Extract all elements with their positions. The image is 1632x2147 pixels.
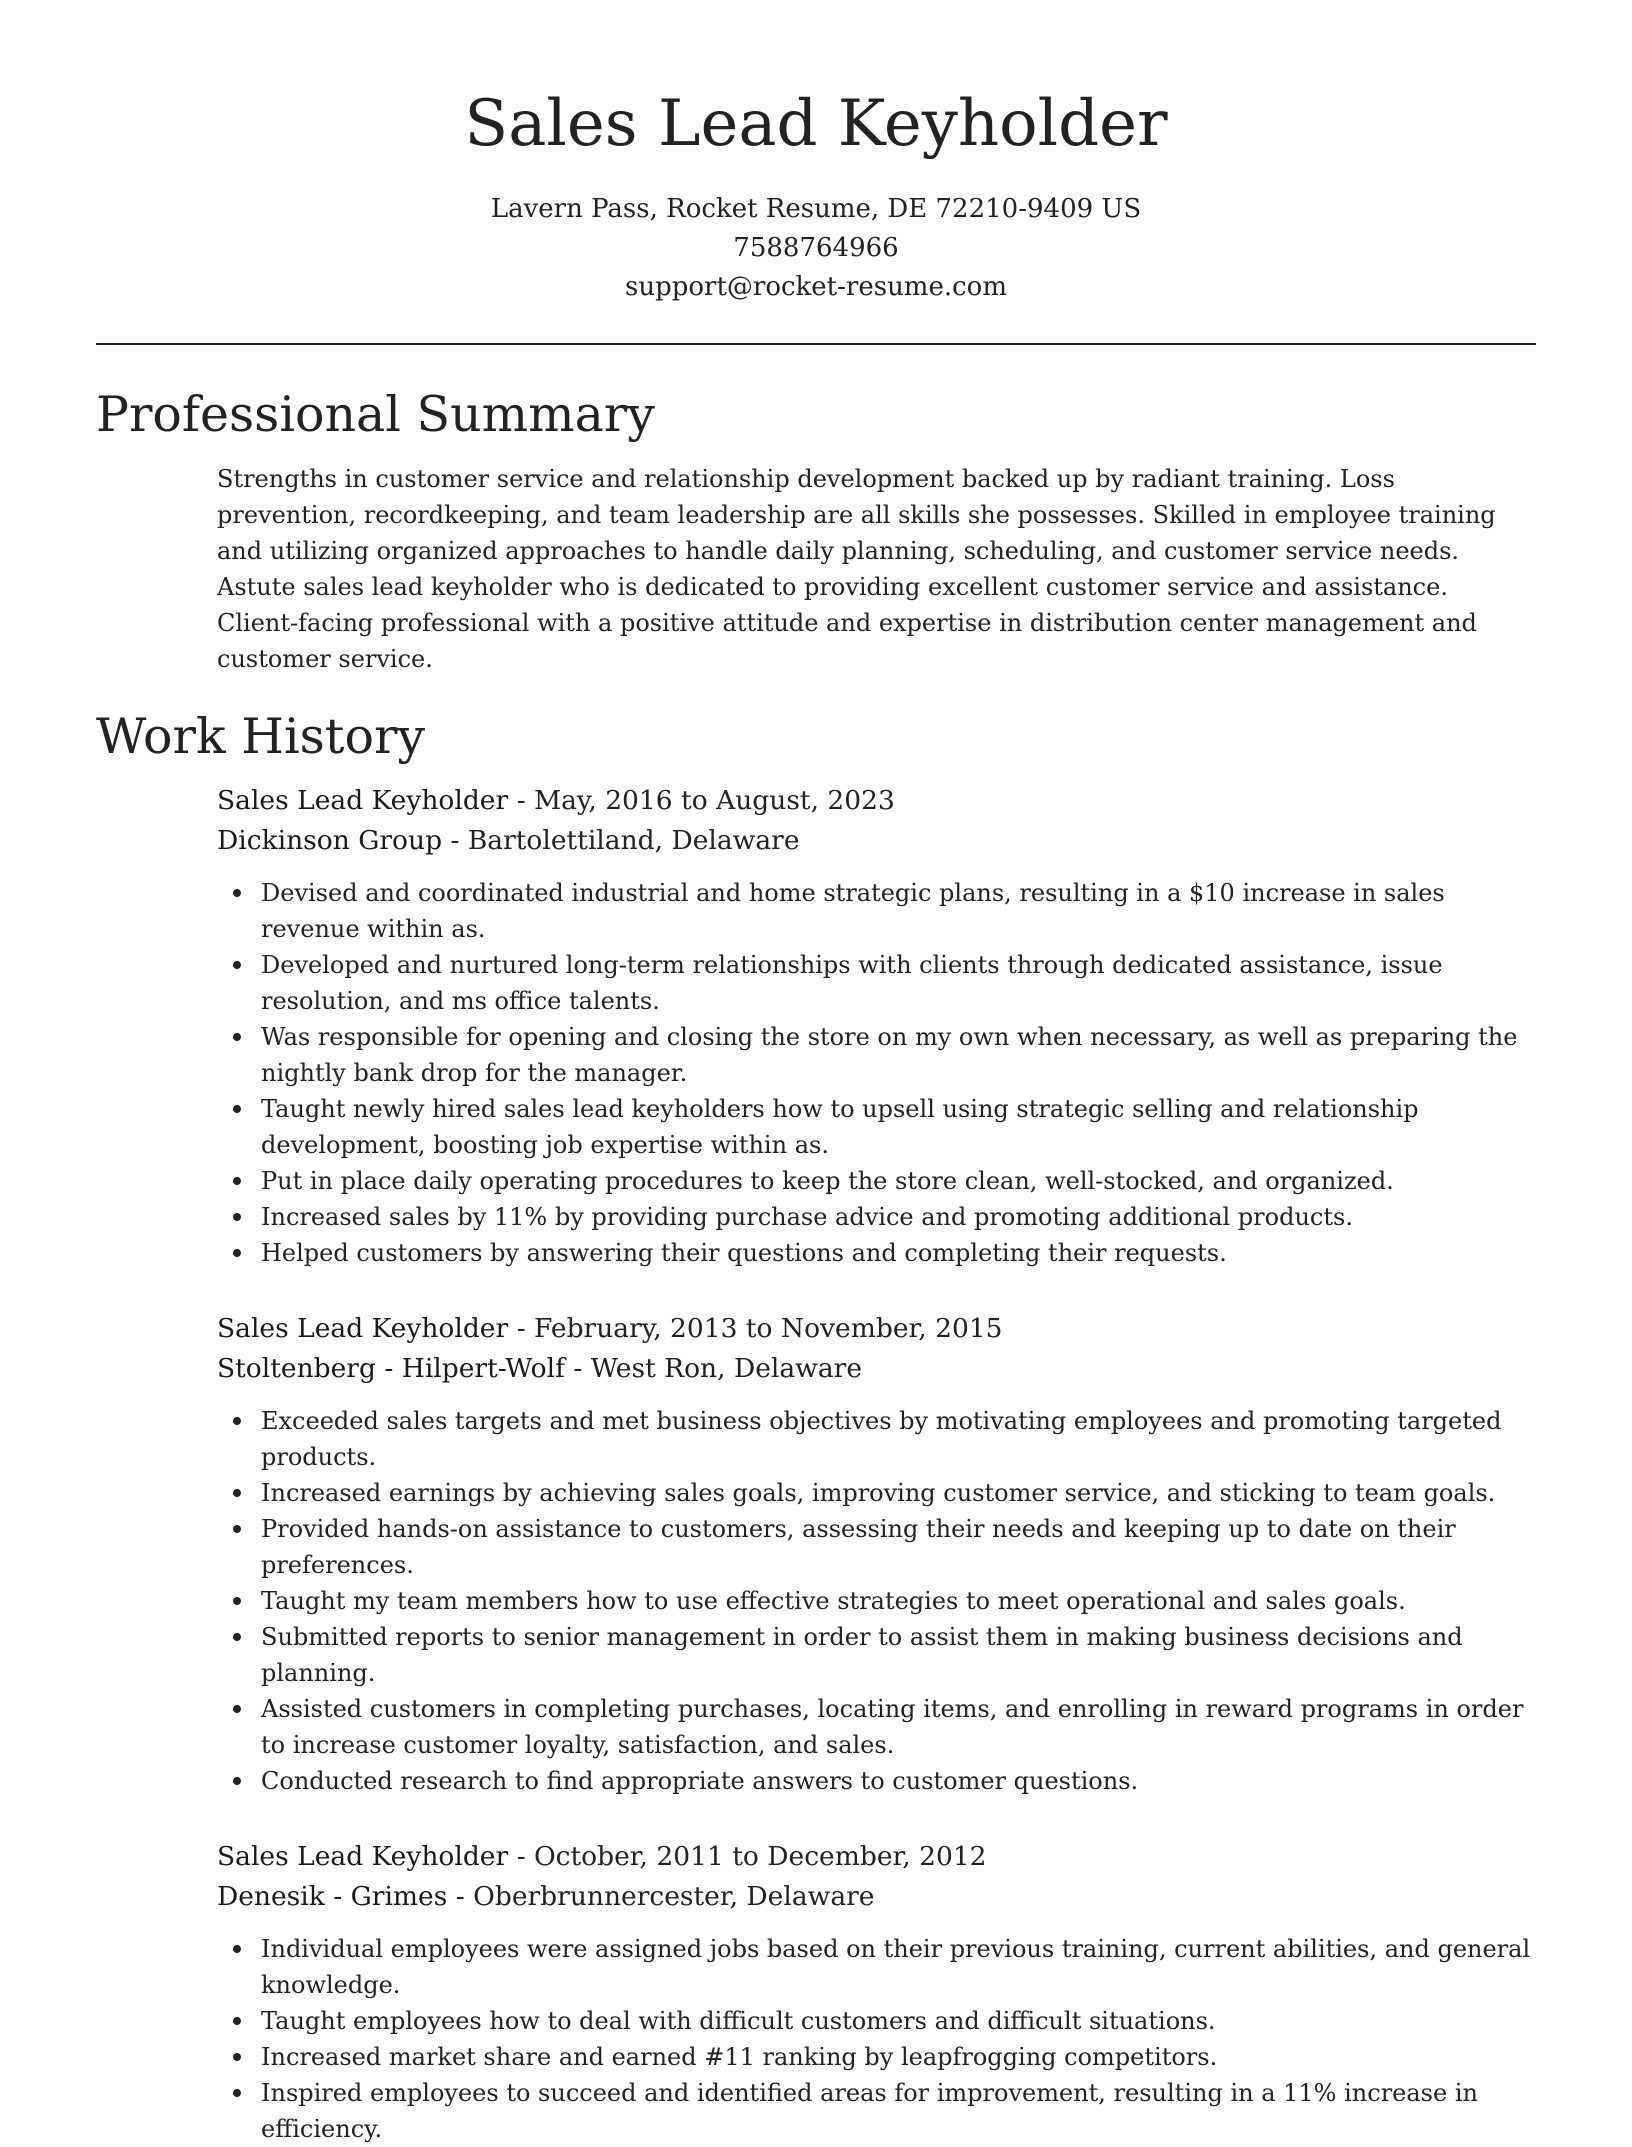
- phone: 7588764966: [733, 233, 899, 263]
- work-history-list: [217, 781, 1536, 2147]
- duty-item: Conducted research to find appropriate answers to customer questions.: [261, 1763, 1536, 1799]
- duty-item: Was responsible for opening and closing the store on my own when necessary, as well as preparing the nightly bank drop for the manager.: [261, 1019, 1536, 1091]
- job-duties: [217, 875, 1536, 1271]
- candidate-name: Sales Lead Keyholder: [464, 87, 1168, 161]
- duty-item: Taught my team members how to use effective strategies to meet operational and sales goals.: [261, 1583, 1536, 1619]
- duty-item: Increased market share and earned #11 ranking by leapfrogging competitors.: [261, 2039, 1536, 2075]
- job-company-line: [217, 1877, 1536, 1917]
- job-role: Sales Lead Keyholder: [217, 1313, 509, 1344]
- job-company-line: [217, 821, 1536, 861]
- job-title-line: [217, 1309, 1536, 1349]
- duty-item: Developed and nurtured long-term relationships with clients through dedicated assistance, issue resolution, and ms office talents.: [261, 947, 1536, 1019]
- duty-item: Exceeded sales targets and met business objectives by motivating employees and promoting targeted products.: [261, 1403, 1536, 1475]
- job-location: - West Ron, Delaware: [564, 1353, 863, 1384]
- duty-item: Devised and coordinated industrial and home strategic plans, resulting in a $10 increase in sales revenue within as.: [261, 875, 1536, 947]
- duty-item: Taught employees how to deal with difficult customers and difficult situations.: [261, 2003, 1536, 2039]
- job-dates: - February, 2013 to November, 2015: [508, 1313, 1003, 1344]
- email: support@rocket-resume.com: [624, 272, 1007, 302]
- job-dates: - May, 2016 to August, 2023: [508, 785, 895, 816]
- job-title-line: [217, 781, 1536, 821]
- contact-block: [96, 190, 1536, 307]
- resume-header: [96, 0, 1536, 307]
- duty-item: Put in place daily operating procedures to keep the store clean, well-stocked, and organized.: [261, 1163, 1536, 1199]
- job-role: Sales Lead Keyholder: [217, 785, 509, 816]
- job-duties: [217, 1403, 1536, 1799]
- summary-text: Strengths in customer service and relationship development backed up by radiant training. Loss prevention, recordkeeping, and team leadership are all skills she possesses. Skilled in employee training and utilizing organized approaches to handle daily planning, scheduling, and customer service needs. Astute sales lead keyholder who is dedicated to providing excellent customer service and assistance. Client-facing professional with a positive attitude and expertise in distribution center management and customer service.: [217, 465, 1496, 673]
- address: Lavern Pass, Rocket Resume, DE 72210-9409 US: [490, 194, 1142, 224]
- job-entry: [217, 1309, 1536, 1799]
- duty-item: Provided hands-on assistance to customers, assessing their needs and keeping up to date on their preferences.: [261, 1511, 1536, 1583]
- duty-item: Inspired employees to succeed and identified areas for improvement, resulting in a 11% increase in efficiency.: [261, 2075, 1536, 2147]
- section-title-work-history: Work History: [96, 708, 426, 765]
- duty-item: Increased earnings by achieving sales goals, improving customer service, and sticking to team goals.: [261, 1475, 1536, 1511]
- job-location: - Bartolettiland, Delaware: [442, 825, 800, 856]
- duty-item: Helped customers by answering their questions and completing their requests.: [261, 1235, 1536, 1271]
- job-company: Stoltenberg - Hilpert-Wolf: [217, 1353, 565, 1384]
- duty-item: Individual employees were assigned jobs based on their previous training, current abilities, and general knowledge.: [261, 1931, 1536, 2003]
- job-entry: [217, 781, 1536, 1271]
- job-company: Denesik - Grimes: [217, 1881, 448, 1912]
- job-duties: [217, 1931, 1536, 2147]
- duty-item: Submitted reports to senior management in order to assist them in making business decisions and planning.: [261, 1619, 1536, 1691]
- duty-item: Taught newly hired sales lead keyholders how to upsell using strategic selling and relationship development, boosting job expertise within as.: [261, 1091, 1536, 1163]
- section-title-summary: Professional Summary: [96, 386, 655, 443]
- header-divider: [96, 343, 1536, 345]
- job-dates: - October, 2011 to December, 2012: [508, 1841, 987, 1872]
- job-entry: [217, 1837, 1536, 2147]
- job-company: Dickinson Group: [217, 825, 443, 856]
- duty-item: Increased sales by 11% by providing purchase advice and promoting additional products.: [261, 1199, 1536, 1235]
- job-role: Sales Lead Keyholder: [217, 1841, 509, 1872]
- job-company-line: [217, 1349, 1536, 1389]
- job-location: - Oberbrunnercester, Delaware: [447, 1881, 875, 1912]
- job-title-line: [217, 1837, 1536, 1877]
- duty-item: Assisted customers in completing purchases, locating items, and enrolling in reward programs in order to increase customer loyalty, satisfaction, and sales.: [261, 1691, 1536, 1763]
